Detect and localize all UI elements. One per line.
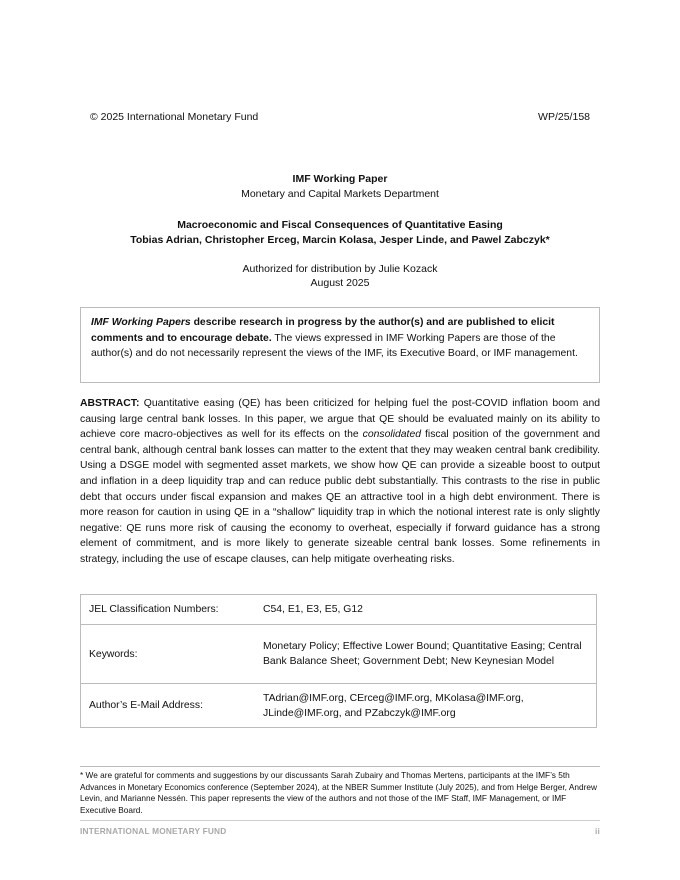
copyright-text: © 2025 International Monetary Fund [90,111,259,123]
abstract-label: ABSTRACT: [80,398,140,409]
disclaimer-box [80,307,600,383]
paper-number: WP/25/158 [538,111,590,123]
abstract-paragraph [80,396,600,568]
table-row [81,625,597,684]
jel-value: C54, E1, E3, E5, G12 [255,595,597,625]
abstract-italic-word: consolidated [362,429,422,441]
page-number: ii [594,826,600,836]
abstract-text-part-1: Quantitative easing (QE) has been criticized for helping fuel the post-COVID inflation boom and causing large central bank losses. In this paper, we argue that QE should be evaluated mainly on its ability to achieve core macro-objectives as well for its effects on the [80,398,600,441]
jel-label: JEL Classification Numbers: [81,595,256,625]
footnote-divider [80,766,600,767]
keywords-label: Keywords: [81,625,256,684]
abstract-text-part-2: fiscal position of the government and central bank, although central bank losses can matter to the extent that they may weaken central bank credibility. Using a DSGE model with segmented asset markets, we show how QE can provide a sizeable boost to output and inflation in a deep liquidity trap and can reduce public debt substantially. This contrasts to the rise in public debt that occurs under fiscal expansion and makes QE an attractive tool in a high debt environment. There is more reason for caution in using QE in a “shallow" liquidity trap in which the notional interest rate is only slightly negative: QE runs more risk of causing the economy to overheat, especially if forward guidance has a strong element of commitment, and is more likely to generate sizeable central bank losses. Some refinements in strategy, including the use of escape clauses, can help mitigate overheating risks. [80,429,600,565]
disclaimer-bold-text: describe research in progress by the author(s) and are published to elicit comments and to encourage debate. [91,317,555,344]
series-title: IMF Working Paper [292,173,388,185]
department-name: Monetary and Capital Markets Department [241,188,439,200]
email-label: Author’s E-Mail Address: [81,684,256,728]
footer-organization: INTERNATIONAL MONETARY FUND [80,826,227,836]
keywords-value: Monetary Policy; Effective Lower Bound; Quantitative Easing; Central Bank Balance Sheet; Government Debt; New Keynesian Model [255,625,597,684]
acknowledgement-footnote: * We are grateful for comments and suggestions by our discussants Sarah Zubairy and Thomas Mertens, participants at the IMF’s 5th Advances in Monetary Economics conference (September 2024), at the NBER Summer Institute (July 2025), and from Helge Berger, Andrew Levin, and Marianne Nessén. This paper represents the view of the authors and not those of the IMF Staff, IMF Management, or IMF Executive Board. [80,770,597,815]
footer-divider [80,820,600,821]
header-row [90,111,590,123]
classification-table [80,594,597,728]
table-row [81,595,597,625]
authorization-line: Authorized for distribution by Julie Kozack [242,263,438,275]
table-row [81,684,597,728]
paper-title: Macroeconomic and Fiscal Consequences of Quantitative Easing [177,219,503,231]
disclaimer-text: The views expressed in IMF Working Papers are those of the author(s) and do not necessarily represent the views of the IMF, its Executive Board, or IMF management. [91,332,578,359]
publication-date: August 2025 [310,277,370,289]
disclaimer-series-name: IMF Working Papers [91,317,191,328]
page-footer [80,826,600,836]
author-list: Tobias Adrian, Christopher Erceg, Marcin Kolasa, Jesper Linde, and Pawel Zabczyk* [130,234,550,246]
email-value: TAdrian@IMF.org, CErceg@IMF.org, MKolasa@IMF.org, JLinde@IMF.org, and PZabczyk@IMF.org [255,684,597,728]
